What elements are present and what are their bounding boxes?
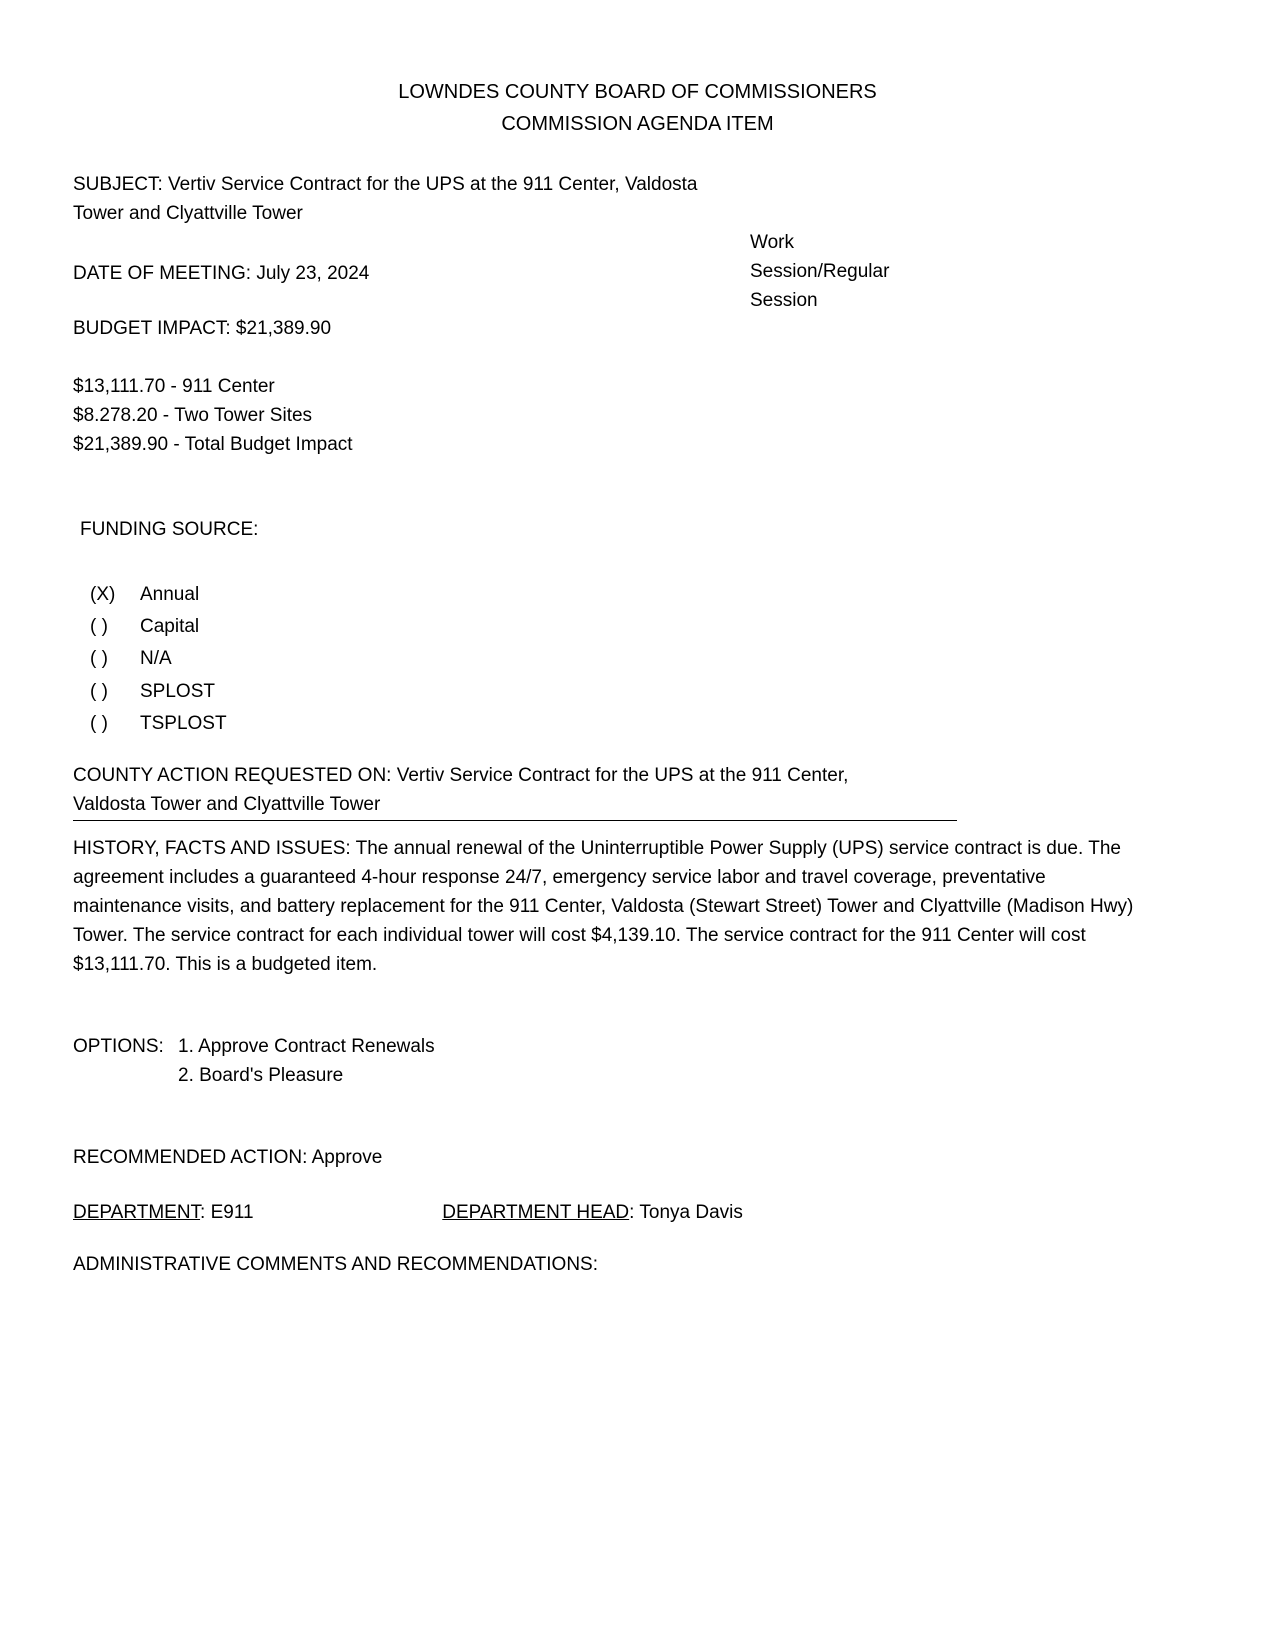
funding-label-splost: SPLOST: [140, 680, 215, 702]
checkbox-mark-na: ( ): [90, 648, 108, 670]
budget-line-total: $21,389.90 - Total Budget Impact: [73, 434, 353, 455]
history-facts-issues-paragraph: HISTORY, FACTS AND ISSUES: The annual renewal of the Uninterruptible Power Supply (UPS) service contract is due. The agreement includes a guaranteed 4-hour response 24/7, emergency service labor and travel coverage, preventative maintenance visits, and battery replacement for the 911 Center, Valdosta (Stewart Street) Tower and Clyattville (Madison Hwy) Tower. The service contract for each individual tower will cost $4,139.10. The service contract for the 911 Center will cost $13,111.70. This is a budgeted item.: [73, 838, 1134, 975]
funding-item-splost: [90, 675, 227, 707]
funding-item-na: [90, 643, 227, 675]
options-label: OPTIONS:: [73, 1036, 164, 1057]
recommended-action: RECOMMENDED ACTION: Approve: [73, 1147, 383, 1168]
funding-source-heading: FUNDING SOURCE:: [80, 519, 259, 540]
county-action-line1: COUNTY ACTION REQUESTED ON: Vertiv Service Contract for the UPS at the 911 Center,: [73, 765, 849, 786]
department-label: DEPARTMENT: [73, 1202, 201, 1223]
department-value: : E911: [200, 1202, 254, 1223]
checkbox-mark-annual: (X): [90, 583, 116, 605]
funding-source-list: [90, 578, 227, 740]
county-action-line2-fill-line: Valdosta Tower and Clyattville Tower: [73, 790, 957, 821]
budget-impact: BUDGET IMPACT: $21,389.90: [73, 318, 332, 339]
checkbox-mark-splost: ( ): [90, 680, 108, 702]
funding-item-annual: [90, 578, 227, 610]
funding-label-annual: Annual: [140, 583, 200, 605]
admin-comments-heading: ADMINISTRATIVE COMMENTS AND RECOMMENDATIONS:: [73, 1254, 598, 1275]
budget-breakdown: [73, 372, 353, 459]
subject-line: SUBJECT: Vertiv Service Contract for the UPS at the 911 Center, Valdosta Tower and Clyattville Tower: [73, 174, 698, 224]
budget-line-tower-sites: $8.278.20 - Two Tower Sites: [73, 405, 313, 426]
option-item-1: 1. Approve Contract Renewals: [178, 1036, 435, 1057]
document-title-line2: COMMISSION AGENDA ITEM: [501, 113, 774, 135]
department-head-label: DEPARTMENT HEAD: [442, 1202, 630, 1223]
document-title: [0, 76, 1275, 140]
department-head-cell: [442, 1202, 743, 1223]
funding-label-capital: Capital: [140, 616, 200, 638]
checkbox-mark-tsplost: ( ): [90, 713, 108, 735]
option-item-2: 2. Board's Pleasure: [178, 1065, 344, 1086]
options-list: [178, 1032, 435, 1090]
budget-line-911-center: $13,111.70 - 911 Center: [73, 376, 275, 397]
funding-label-na: N/A: [140, 648, 172, 670]
county-action-requested: [73, 761, 957, 821]
document-title-line1: LOWNDES COUNTY BOARD OF COMMISSIONERS: [398, 81, 877, 103]
funding-label-tsplost: TSPLOST: [140, 713, 227, 735]
checkbox-mark-capital: ( ): [90, 616, 108, 638]
department-row: [73, 1198, 1133, 1227]
meeting-date: DATE OF MEETING: July 23, 2024: [73, 263, 370, 284]
department-head-value: : Tonya Davis: [629, 1202, 743, 1223]
session-type: Work Session/Regular Session: [750, 232, 890, 311]
department-cell: [73, 1198, 437, 1227]
funding-item-tsplost: [90, 708, 227, 740]
options-section: [73, 1032, 435, 1090]
funding-item-capital: [90, 610, 227, 642]
